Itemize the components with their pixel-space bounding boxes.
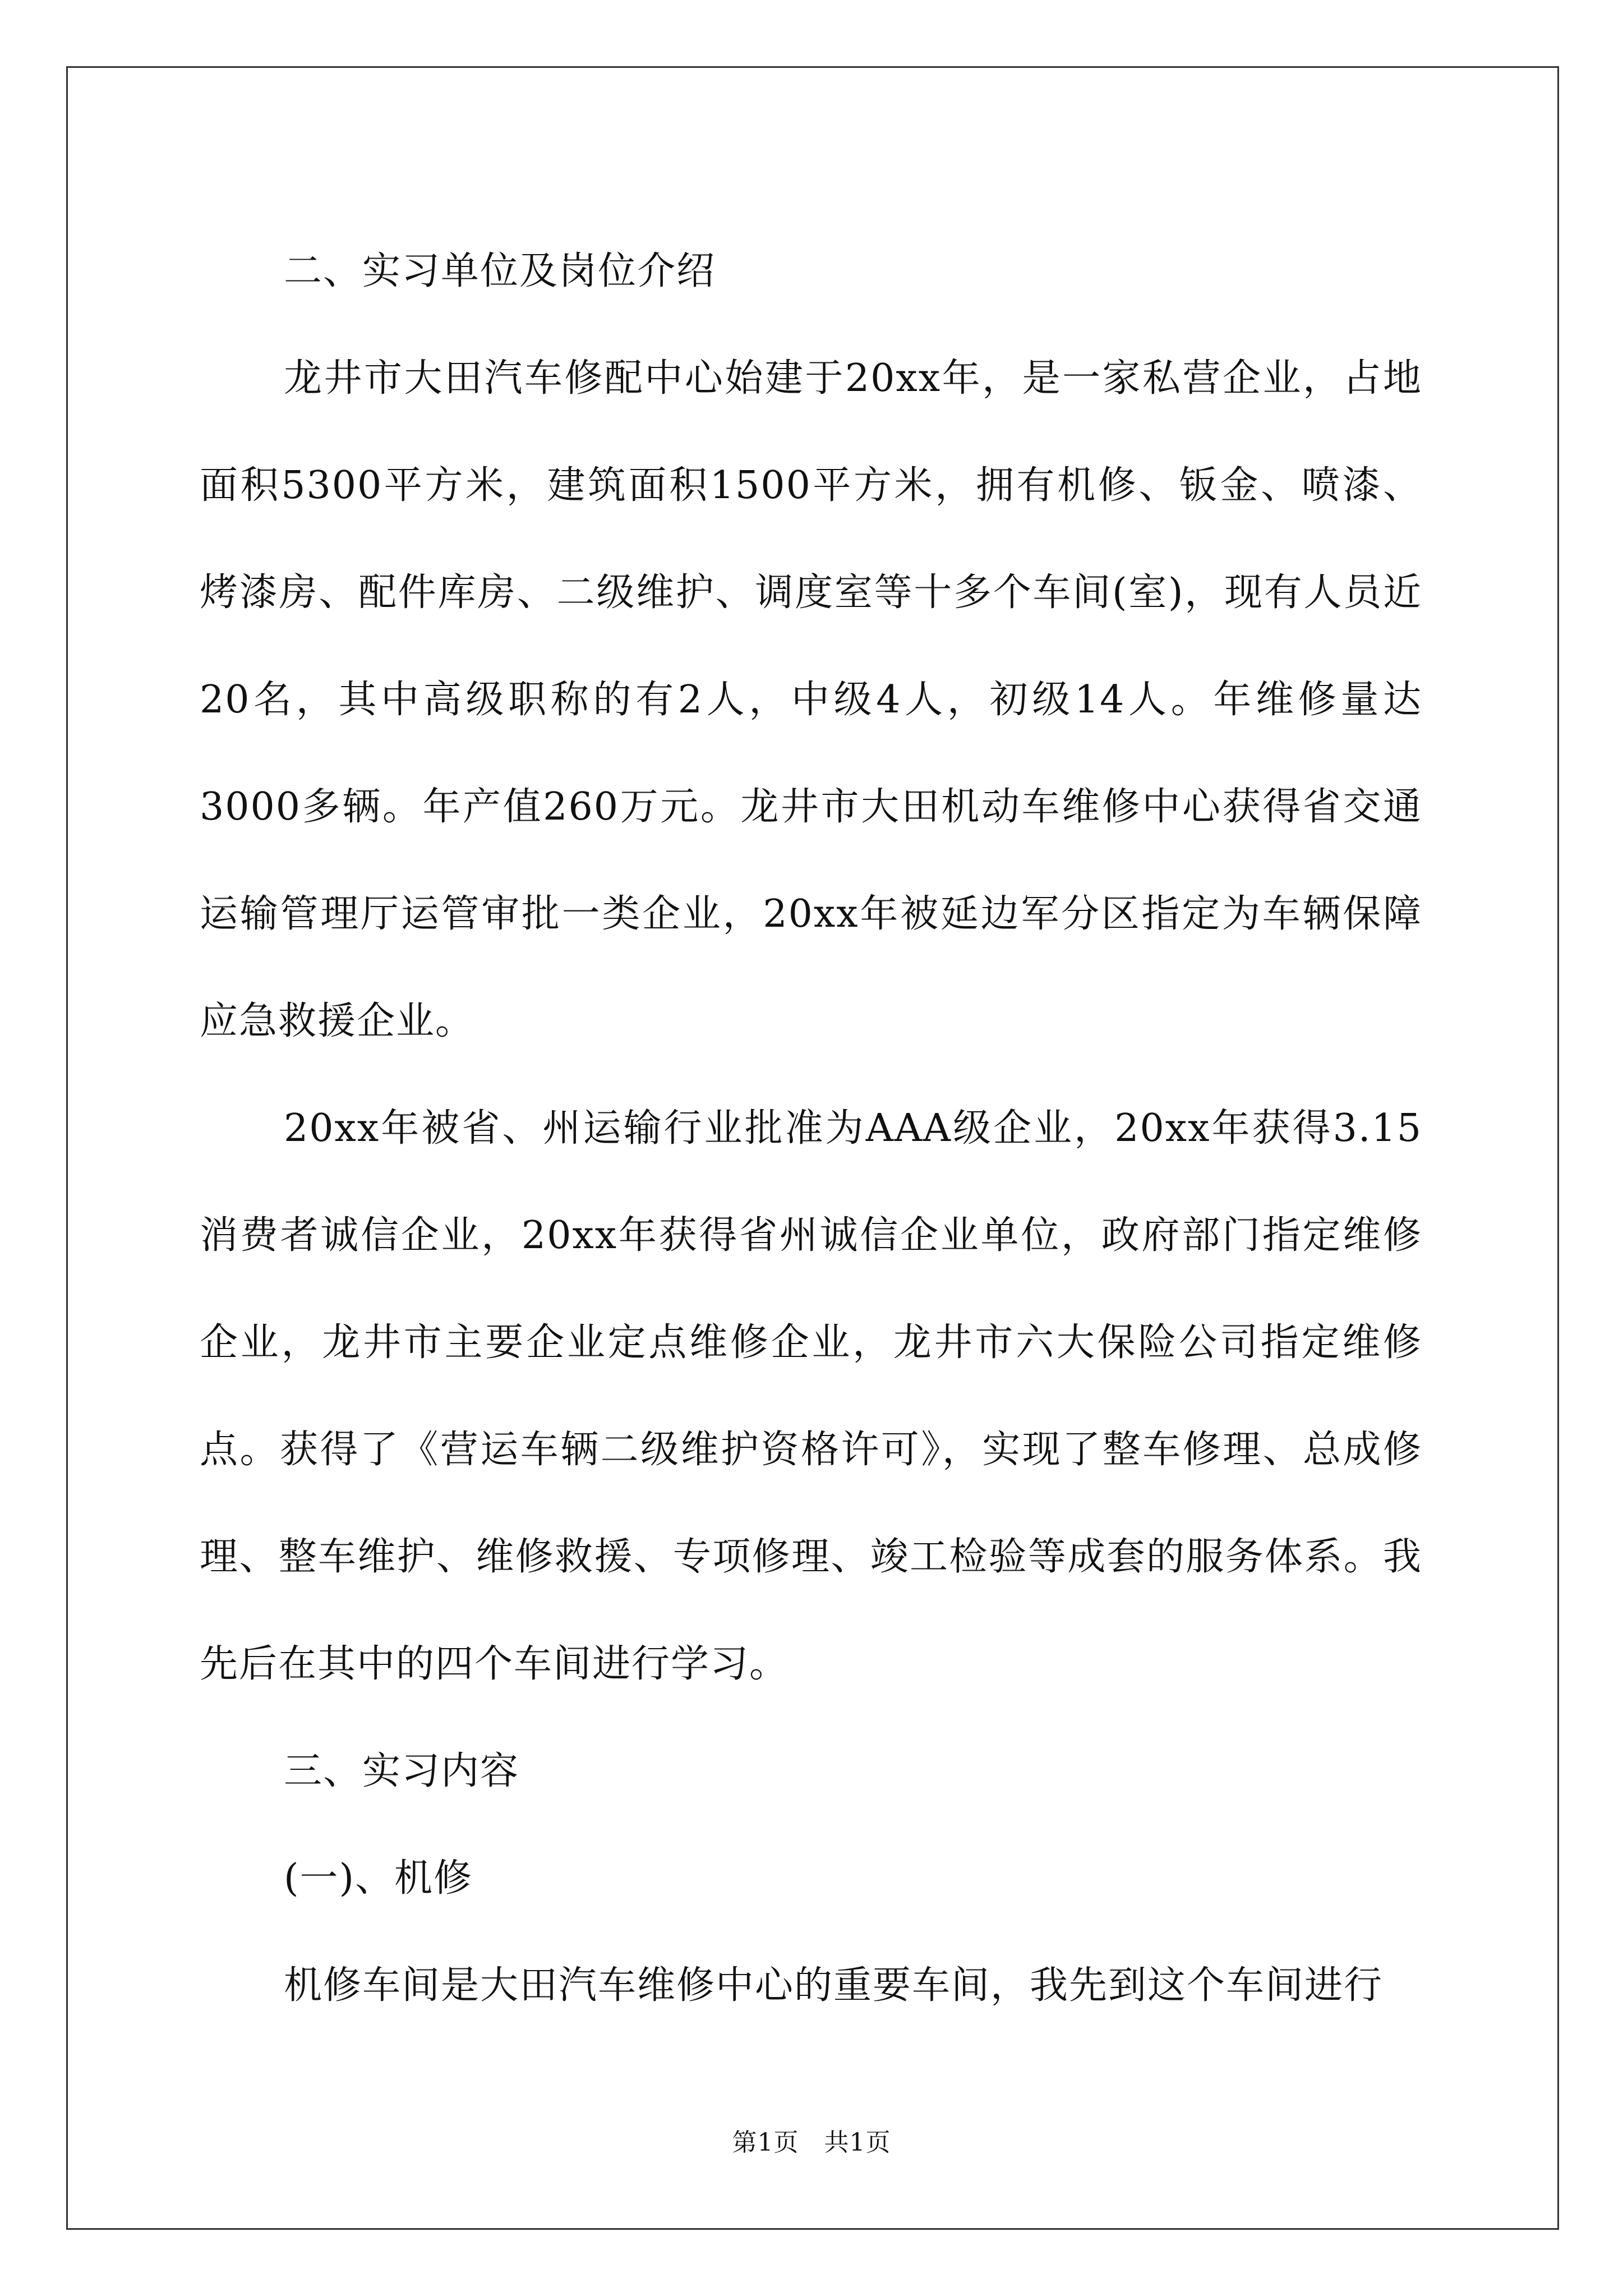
body-paragraph: 机修车间是大田汽车维修中心的重要车间，我先到这个车间进行 [284, 1963, 1384, 2008]
subsection-heading: (一)、机修 [284, 1856, 473, 1901]
body-paragraph: 20xx年被省、州运输行业批准为AAA级企业，20xx年获得3.15消费者诚信企业，20xx年获得省州诚信企业单位，政府部门指定维修企业，龙井市主要企业定点维修企业，龙井市六大保险公司指定维修点。获得了《营运车辆二级维护资格许可》，实现了整车修理、总成修理、整车维护、维修救援、专项修理、竣工检验等成套的服务体系。我先后在其中的四个车间进行学习。 [200, 1106, 1422, 1686]
document-body [200, 218, 1422, 2039]
section-heading: 三、实习内容 [284, 1749, 520, 1793]
body-paragraph: 龙井市大田汽车修配中心始建于20xx年，是一家私营企业，占地面积5300平方米，建筑面积1500平方米，拥有机修、钣金、喷漆、烤漆房、配件库房、二级维护、调度室等十多个车间(室)，现有人员近20名，其中高级职称的有2人，中级4人，初级14人。年维修量达3000多辆。年产值260万元。龙井市大田机动车维修中心获得省交通运输管理厅运管审批一类企业，20xx年被延边军分区指定为车辆保障应急救援企业。 [200, 356, 1422, 1043]
section-heading: 二、实习单位及岗位介绍 [284, 249, 716, 293]
page-footer: 第1页 共1页 [732, 2128, 891, 2157]
